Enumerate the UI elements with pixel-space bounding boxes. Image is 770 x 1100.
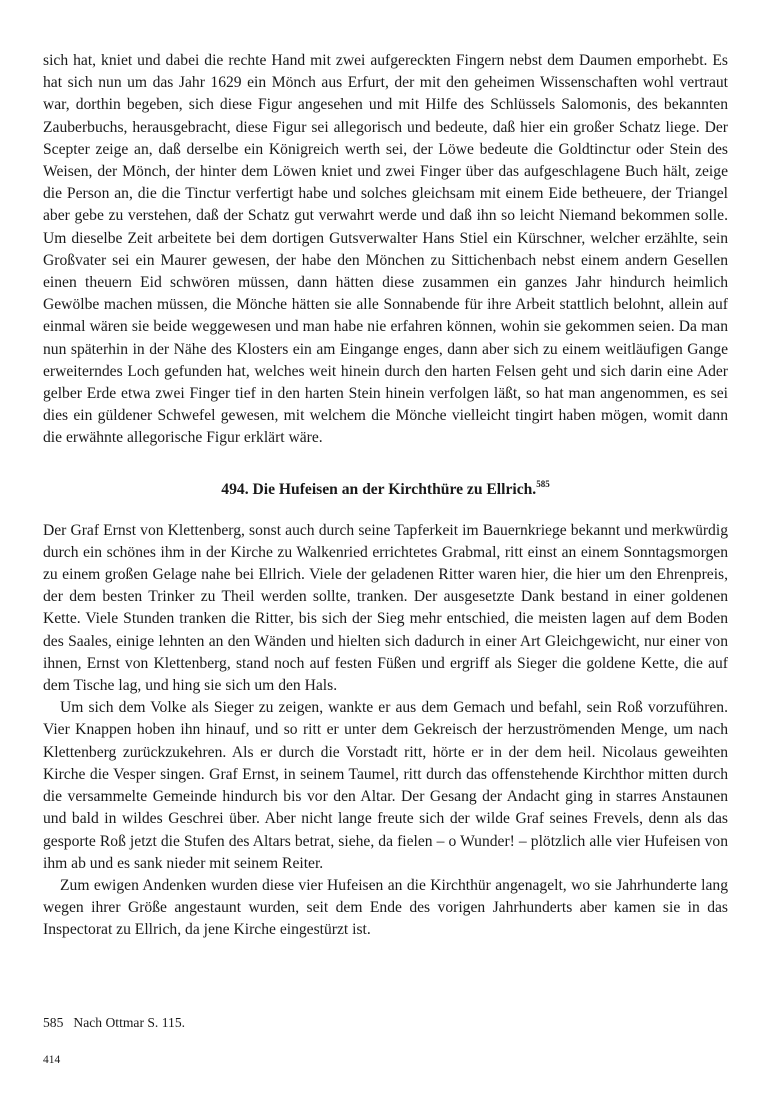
footnote [43,1014,185,1032]
intro-paragraph: sich hat, kniet und dabei die rechte Hand mit zwei aufgereckten Fingern nebst dem Daumen emporhebt. Es hat sich nun um das Jahr 1629 ein Mönch aus Erfurt, der mit den geheimen Wissenschaften wohl vertraut war, dorthin begeben, sich diese Figur angesehen und mit Hilfe des Schlüssels Salomonis, des bekannten Zauberbuchs, herausgebracht, diese Figur sei allegorisch und bedeute, daß hier ein großer Schatz liege. Der Scepter zeige an, daß derselbe ein Königreich werth sei, der Löwe bedeute die Goldtinctur oder Stein des Weisen, der Mönch, der hinter dem Löwen kniet und zwei Finger über das aufgeschlagene Buch hält, zeige die Person an, die die Tinctur verfertigt habe und solches gleichsam mit einem Eide betheuere, der Triangel aber gebe zu verstehen, daß der Schatz gut verwahrt werde und daß ihn so leicht Niemand bekommen solle. Um dieselbe Zeit arbeitete bei dem dortigen Gutsverwalter Hans Stiel ein Kürschner, welcher erzählte, sein Großvater sei ein Maurer gewesen, der habe den Mönchen zu Sittichenbach nebst einem andern Gesellen einen theuern Eid schwören müssen, dann hätten diese zusammen ein ganzes Jahr hindurch heimlich Gewölbe machen müssen, die Mönche hätten sie alle Sonnabende für ihre Arbeit stattlich belohnt, allein auf einmal wären sie beide weggewesen und man habe nie erfahren können, wohin sie gekommen seien. Da man nun späterhin in der Nähe des Klosters ein am Eingange enges, dann aber sich zu einem weitläufigen Gange erweiterndes Loch gefunden hat, welches weit hinein durch den harten Felsen geht und sich darin eine Ader gelber Erde etwa zwei Finger tief in den harten Stein hinein verfolgen läßt, so hat man angenommen, es sei dies ein güldener Schwefel gewesen, mit welchem die Mönche vielleicht tingirt haben mögen, womit dann die erwähnte allegorische Figur erklärt wäre. [43,52,728,447]
footnote-reference: 585 [536,478,550,489]
document-page [43,50,728,942]
section-heading-text: 494. Die Hufeisen an der Kirchthüre zu Ellrich. [221,480,537,498]
section-heading [43,480,728,500]
story-paragraph-3: Zum ewigen Andenken wurden diese vier Hufeisen an die Kirchthür angenagelt, wo sie Jahrhunderte lang wegen ihrer Größe angestaunt wurden, seit dem Ende des vorigen Jahrhunderts aber kamen sie in das Inspectorat zu Ellrich, da jene Kirche eingestürzt ist. [43,876,728,939]
footnote-number: 585 [43,1015,64,1030]
page-number: 414 [43,1054,61,1066]
story-paragraph-2: Um sich dem Volke als Sieger zu zeigen, wankte er aus dem Gemach und befahl, sein Roß vorzuführen. Vier Knappen hoben ihn hinauf, und so ritt er unter dem Gekreisch der herzuströmenden Menge, um nach Klettenberg zurückzukehren. Als er durch die Vorstadt ritt, hörte er in der dem heil. Nicolaus geweihten Kirche die Vesper singen. Graf Ernst, in seinem Taumel, ritt durch das offenstehende Kirchthor mitten durch die versammelte Gemeinde hindurch bis vor den Altar. Der Gesang der Andacht ging in starres Anstaunen und bald in wildes Geschrei über. Aber nicht lange freute sich der wilde Graf seines Frevels, denn als das gesporte Roß jetzt die Stufen des Altars betrat, siehe, da fielen – o Wunder! – plötzlich alle vier Hufeisen von ihm ab und es sank nieder mit seinem Reiter. [43,699,728,872]
footnote-text: Nach Ottmar S. 115. [73,1015,186,1030]
story-paragraph-1: Der Graf Ernst von Klettenberg, sonst auch durch seine Tapferkeit im Bauernkriege bekannt und merkwürdig durch ein schönes ihm in der Kirche zu Walkenried errichtetes Grabmal, ritt einst an einem Sonntagsmorgen zu einem großen Gelage nahe bei Ellrich. Viele der geladenen Ritter waren hier, die hier um den Ehrenpreis, der dem besten Trinker zu Theil werden sollte, tranken. Der ausgesetzte Dank bestand in einer goldenen Kette. Viele Stunden tranken die Ritter, bis sich der Sieg mehr entschied, die meisten lagen auf dem Boden des Saales, einige lehnten an den Wänden und hielten sich dadurch in einer Art Gleichgewicht, nur einer von ihnen, Ernst von Klettenberg, stand noch auf festen Füßen und ergriff als Sieger die goldene Kette, die auf dem Tische lag, und hing sie sich um den Hals. [43,521,728,695]
